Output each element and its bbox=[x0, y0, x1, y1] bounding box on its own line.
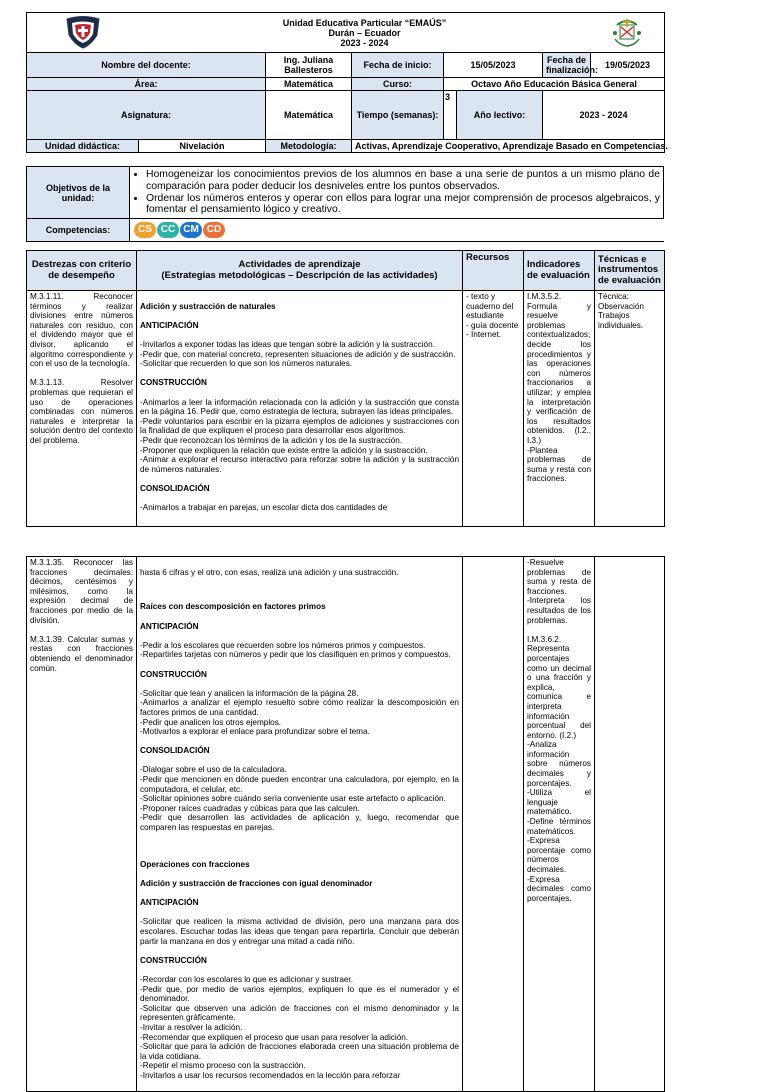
act3-anticipacion-heading: ANTICIPACIÓN bbox=[140, 898, 199, 908]
school-location: Durán – Ecuador bbox=[328, 27, 401, 38]
act2-construccion-text: -Solicitar que lean y analicen la información de la página 28. -Animarlos a analizar el ejemplo resuelto sobre cómo realizar la descomposición en factores primos de una cantidad. -Pedir que analicen los otros ejemplos. -Motivarlos a explorar el enlace para profundizar sobre el tema. bbox=[140, 688, 459, 737]
plan-table-page-1 bbox=[26, 250, 664, 527]
act2-construccion-heading: CONSTRUCCIÓN bbox=[140, 669, 207, 679]
fin-label: Fecha de finalización: bbox=[543, 53, 591, 78]
objetivo-item: • Ordenar los números enteros y operar con ellos para lograr una mejor comprensión de procesos algebraicos, y fomentar el pensamiento lógico y creativo. bbox=[146, 193, 660, 216]
recursos-header: Recursos bbox=[463, 251, 524, 291]
destrezas-header: Destrezas con criterio de desempeño bbox=[27, 251, 137, 291]
destrezas-cell-1: M.3.1.11. Reconocer términos y realizar divisiones entre números naturales con residuo, con el dividendo mayor que el divisor, aplicando el algoritmo correspondiente y con el uso de la tecnología. M.3.1.13. Resolver problemas que requieran el uso de operaciones combinadas con números naturales e interpretar la solución dentro del contexto del problema. bbox=[27, 291, 137, 527]
inicio-label: Fecha de inicio: bbox=[352, 53, 444, 78]
act3-construccion-heading: CONSTRUCCIÓN bbox=[140, 955, 207, 965]
indicadores-header: Indicadores de evaluación bbox=[524, 251, 595, 291]
act1-consolidacion-heading: CONSOLIDACIÓN bbox=[140, 483, 210, 493]
act1-anticipacion-text: -Invitarlos a exponer todas las ideas que tengan sobre la adición y la sustracción. -Pedir que, con material concreto, representen situaciones de adición y de sustracción. -Solicitar que recuerden lo que son los números naturales. bbox=[140, 339, 456, 369]
recursos-cell-1: - texto y cuaderno del estudiante - guía docente - Internet. bbox=[463, 291, 524, 527]
competencias-label: Competencias: bbox=[27, 219, 130, 242]
act1-consolidacion-text: -Animarlos a trabajar en parejas, un escolar dicta dos cantidades de bbox=[140, 503, 388, 513]
tecnicas-cell-2 bbox=[595, 557, 665, 1092]
act1-continuation-text: hasta 6 cifras y el otro, con esas, realiza una adición y una sustracción. bbox=[140, 567, 399, 577]
objetivos-list bbox=[132, 169, 660, 215]
docente-value: Ing. Juliana Ballesteros bbox=[266, 53, 352, 78]
asignatura-value: Matemática bbox=[266, 91, 352, 140]
competencia-cs-badge: CS bbox=[134, 222, 156, 238]
objetivos-label: Objetivos de la unidad: bbox=[27, 167, 130, 219]
act2-anticipacion-text: -Pedir a los escolares que recuerden sobre los números primos y compuestos. -Repartirles tarjetas con números y pedir que los clasifiquen en primos y compuestos. bbox=[140, 640, 451, 660]
objetivos-table bbox=[26, 166, 664, 242]
act1-title: Adición y sustracción de naturales bbox=[140, 301, 276, 311]
act2-consolidacion-heading: CONSOLIDACIÓN bbox=[140, 746, 210, 756]
act3-title-2: Adición y sustracción de fracciones con igual denominador bbox=[140, 879, 373, 888]
curso-value: Octavo Año Educación Básica General bbox=[444, 78, 665, 91]
plan-table-page-2 bbox=[26, 556, 664, 1092]
school-logo-cell bbox=[27, 13, 139, 53]
curso-label: Curso: bbox=[352, 78, 444, 91]
objetivo-item: • Homogeneizar los conocimientos previos de los alumnos en base a una serie de puntos a un mismo plano de comparación para poder deducir los desniveles entre los puntos observados. bbox=[146, 169, 660, 192]
area-label: Área: bbox=[27, 78, 266, 91]
plan-table-continued bbox=[26, 556, 665, 1092]
tecnicas-header: Técnicas e instrumentos de evaluación bbox=[595, 251, 665, 291]
actividades-header bbox=[137, 251, 463, 291]
metodologia-value: Activas, Aprendizaje Cooperativo, Aprendizaje Basado en Competencias. bbox=[352, 140, 665, 153]
school-name: Unidad Educativa Particular “EMAÚS” bbox=[282, 17, 447, 28]
objetivos-content bbox=[130, 167, 664, 219]
metodologia-label: Metodología: bbox=[266, 140, 352, 153]
recursos-cell-2 bbox=[463, 557, 524, 1092]
fin-value: 19/05/2023 bbox=[591, 53, 665, 78]
act1-construccion-heading: CONSTRUCCIÓN bbox=[140, 378, 207, 388]
act2-anticipacion-heading: ANTICIPACIÓN bbox=[140, 621, 199, 631]
act2-title: Raíces con descomposición en factores primos bbox=[140, 602, 326, 612]
school-year: 2023 - 2024 bbox=[340, 37, 389, 48]
actividades-header-line1: Actividades de aprendizaje bbox=[238, 259, 361, 270]
area-value: Matemática bbox=[266, 78, 352, 91]
header-table bbox=[26, 12, 668, 153]
objetivos-block bbox=[26, 166, 664, 242]
actividades-header-line2: (Estrategias metodológicas – Descripción de las actividades) bbox=[161, 269, 438, 281]
destrezas-cell-2: M.3.1.35. Reconocer las fracciones decimales: décimos, centésimos y milésimos, como la expresión decimal de fracciones por medio de la división. M.3.1.39. Calcular sumas y restas con fracciones obteniendo el denominador común. bbox=[27, 557, 137, 1092]
tecnicas-cell-1: Técnica: Observación Trabajos individuales. bbox=[595, 291, 665, 527]
competencias-content bbox=[130, 219, 664, 242]
plan-table bbox=[26, 250, 665, 527]
act1-anticipacion-heading: ANTICIPACIÓN bbox=[140, 320, 199, 330]
docente-label: Nombre del docente: bbox=[27, 53, 266, 78]
unidad-value: Nivelación bbox=[139, 140, 266, 153]
diocese-crest-logo-icon bbox=[607, 15, 647, 49]
actividades-cell-2 bbox=[137, 557, 463, 1092]
asignatura-label: Asignatura: bbox=[27, 91, 266, 140]
school-title-cell bbox=[139, 13, 591, 53]
act1-construccion-text: -Animarlos a leer la información relacionada con la adición y la sustracción que consta en la página 16. Pedir que, como estrategia de lectura, subrayen las ideas principales. -Pedir voluntarios para escribir en la pizarra ejemplos de adiciones y sustracciones con la finalidad de que expliquen el proceso para desarrollar esos algoritmos. -Pedir que reconozcan los términos de la adición y los de la sustracción. -Proponer que expliquen la relación que existe entre la adición y la sustracción. -Animar a explorar el recurso interactivo para reforzar sobre la adición y la sustracción de números naturales. bbox=[140, 397, 459, 474]
act2-consolidacion-text: -Dialogar sobre el uso de la calculadora. -Pedir que mencionen en dónde pueden encontrar una calculadora, por ejemplo, en la computadora, el celular, etc. -Solicitar opiniones sobre cuándo sería conveniente usar este artefacto o aplicación. -Proponer raíces cuadradas y cúbicas para que las calculen. -Pedir que desarrollen las actividades de aplicación y, luego, recomendar que comparen las respuestas en parejas. bbox=[140, 765, 459, 833]
act-spacer bbox=[140, 587, 459, 593]
header-block bbox=[26, 12, 668, 153]
school-shield-logo-icon bbox=[63, 15, 103, 49]
inicio-value: 15/05/2023 bbox=[444, 53, 543, 78]
tiempo-value: 3 bbox=[444, 91, 457, 140]
tiempo-label: Tiempo (semanas): bbox=[352, 91, 444, 140]
act-spacer bbox=[140, 842, 459, 850]
act3-construccion-text: -Recordar con los escolares lo que es adicionar y sustraer. -Pedir que, por medio de varios ejemplos, expliquen lo que es el numerador y el denominador. -Solicitar que observen una adición de fracciones con el mismo denominador y la representen gráficamente. -Invitar a resolver la adición. -Recomendar que expliquen el proceso que usan para resolver la adición. -Solicitar que para la adición de fracciones elaborada creen una situación problema de la vida cotidiana. -Repetir el mismo proceso con la sustracción. -Invitarlos a usar los recursos recomendados en la lección para reforzar bbox=[140, 974, 459, 1080]
competencia-cc-badge: CC bbox=[157, 222, 179, 238]
actividades-cell-1 bbox=[137, 291, 463, 527]
diocese-logo-cell bbox=[591, 13, 665, 53]
indicadores-cell-1: I.M.3.5.2. Formula y resuelve problemas contextualizados; decide los procedimientos y las operaciones con números fraccionarios a utilizar; y emplea la interpretación y verificación de los resultados obtenidos. (I.2., I.3.) -Plantea problemas de suma y resta con fracciones. bbox=[524, 291, 595, 527]
competencia-cd-badge: CD bbox=[203, 222, 225, 238]
unidad-label: Unidad didáctica: bbox=[27, 140, 139, 153]
act3-anticipacion-text: -Solicitar que realicen la misma actividad de división, pero una manzana para dos escolares. Escuchar todas las ideas que tengan para repartirla. Concluir que deberán partir la manzana en dos y entregar una mitad a cada niño. bbox=[140, 917, 459, 946]
lectivo-value: 2023 - 2024 bbox=[543, 91, 665, 140]
competencia-cm-badge: CM bbox=[180, 222, 202, 238]
act3-title-1: Operaciones con fracciones bbox=[140, 859, 250, 869]
indicadores-cell-2: -Resuelve problemas de suma y resta de fracciones. -Interpreta los resultados de los problemas. I.M.3.6.2. Representa porcentajes como un decimal o una fracción y explica, comunica e interpreta información porcentual del entorno. (I.2.) -Analiza información sobre números decimales y porcentajes. -Utiliza el lenguaje matemático. -Define términos matemáticos. -Expresa porcentaje como números decimales. -Expresa decimales como porcentajes. bbox=[524, 557, 595, 1092]
lectivo-label: Año lectivo: bbox=[457, 91, 543, 140]
